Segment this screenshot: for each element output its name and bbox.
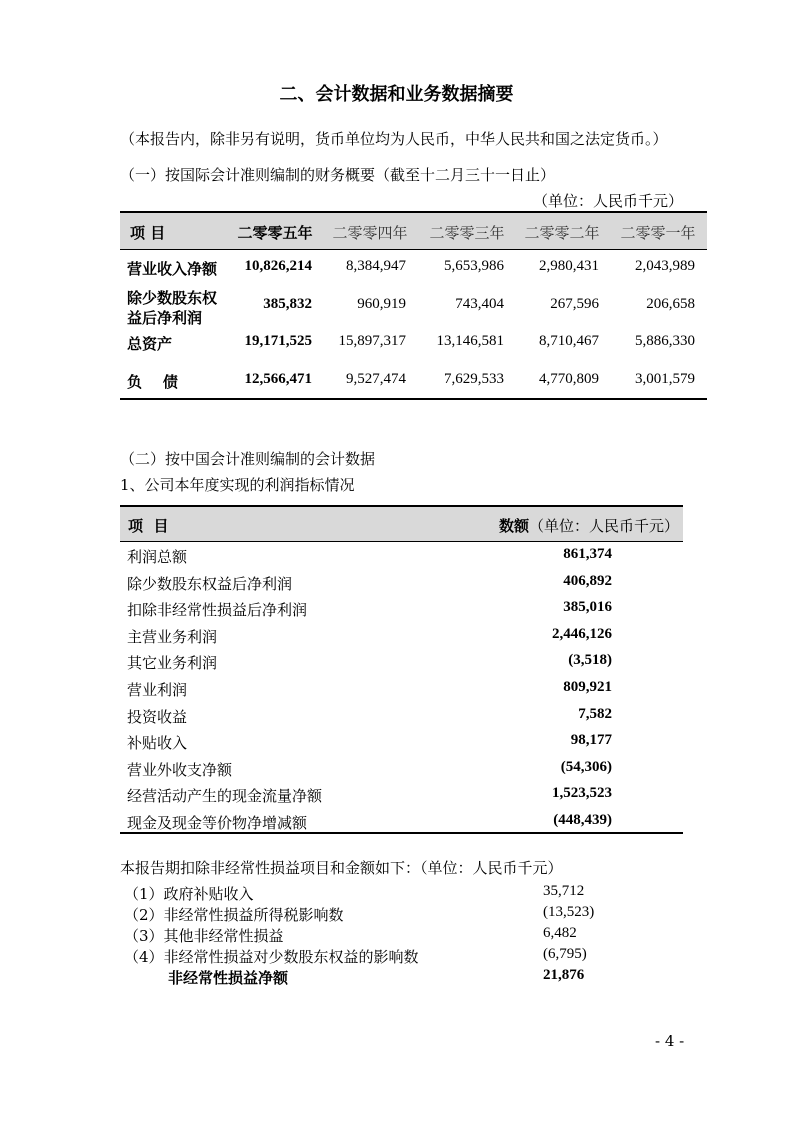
row-label: 其它业务利润 bbox=[127, 654, 218, 673]
row-value: (3,518) bbox=[568, 652, 612, 669]
table1-header-2002: 二零零二年 bbox=[524, 224, 600, 242]
non-recurring-total-value: 21,876 bbox=[543, 967, 585, 983]
table1-header-2003: 二零零三年 bbox=[429, 224, 505, 242]
item-value: 35,712 bbox=[543, 883, 585, 899]
currency-note: （本报告内，除非另有说明，货币单位均为人民币，中华人民共和国之法定货币。） bbox=[120, 130, 668, 148]
row-label: 负 债 bbox=[127, 373, 178, 391]
row-label: 总资产 bbox=[127, 335, 173, 353]
row-value: 7,582 bbox=[578, 705, 612, 722]
item-value: (6,795) bbox=[543, 946, 587, 962]
value-2001: 5,886,330 bbox=[635, 333, 695, 349]
value-2001: 3,001,579 bbox=[635, 371, 695, 387]
section1-unit: （单位：人民币千元） bbox=[533, 192, 684, 210]
item-label: （3）其他非经常性损益 bbox=[124, 927, 284, 945]
row-label: 扣除非经常性损益后净利润 bbox=[127, 601, 308, 620]
value-2005: 385,832 bbox=[263, 296, 312, 312]
value-2003: 13,146,581 bbox=[436, 333, 504, 349]
table1-header-item: 项 目 bbox=[130, 224, 166, 242]
row-label: 主营业务利润 bbox=[127, 627, 218, 646]
table1-header-2004: 二零零四年 bbox=[332, 224, 408, 242]
row-label: 营业利润 bbox=[127, 681, 188, 699]
non-recurring-total-label: 非经常性损益净额 bbox=[168, 969, 289, 987]
row-value: 861,374 bbox=[563, 546, 612, 562]
value-2001: 2,043,989 bbox=[635, 258, 695, 274]
value-2002: 8,710,467 bbox=[539, 333, 599, 349]
row-label: 除少数股东权益后净利润 bbox=[127, 574, 293, 593]
value-2003: 7,629,533 bbox=[444, 371, 504, 387]
row-value: 2,446,126 bbox=[552, 625, 612, 642]
row-value: 1,523,523 bbox=[552, 785, 612, 802]
item-label: （4）非经常性损益对少数股东权益的影响数 bbox=[124, 948, 419, 966]
item-label: （2）非经常性损益所得税影响数 bbox=[124, 906, 344, 924]
row-label: 营业收入净额 bbox=[127, 260, 218, 278]
header-unit: （单位：人民币千元） bbox=[529, 517, 680, 535]
row-label: 现金及现金等价物净增减额 bbox=[127, 814, 308, 832]
page-number: - 4 - bbox=[655, 1032, 685, 1050]
value-2004: 8,384,947 bbox=[346, 258, 406, 274]
row-label: 除少数股东权 bbox=[127, 289, 218, 307]
value-2005: 12,566,471 bbox=[244, 371, 312, 387]
row-value: 98,177 bbox=[570, 732, 612, 749]
item-value: 6,482 bbox=[543, 925, 577, 941]
value-2005: 19,171,525 bbox=[244, 333, 312, 349]
row-label: 经营活动产生的现金流量净额 bbox=[127, 787, 323, 806]
value-2002: 4,770,809 bbox=[539, 371, 599, 387]
row-label: 补贴收入 bbox=[127, 734, 188, 753]
value-2001: 206,658 bbox=[646, 296, 695, 312]
value-2002: 267,596 bbox=[550, 296, 599, 312]
item-value: (13,523) bbox=[543, 904, 595, 920]
section2-subheading: 1、公司本年度实现的利润指标情况 bbox=[120, 476, 355, 494]
row-label: 投资收益 bbox=[127, 707, 188, 726]
row-value: 406,892 bbox=[563, 572, 612, 589]
table1-header-2001: 二零零一年 bbox=[620, 224, 696, 242]
header-value-label: 数额 bbox=[499, 517, 530, 535]
row-label: 营业外收支净额 bbox=[127, 760, 233, 779]
section3-heading: 本报告期扣除非经常性损益项目和金额如下：（单位：人民币千元） bbox=[120, 859, 563, 877]
table2-header-item: 项 目 bbox=[128, 517, 169, 535]
value-2002: 2,980,431 bbox=[539, 258, 599, 274]
item-label: （1）政府补贴收入 bbox=[124, 885, 254, 903]
table2-header-value bbox=[499, 515, 679, 536]
row-value: 385,016 bbox=[563, 599, 612, 616]
value-2003: 743,404 bbox=[455, 296, 504, 312]
row-value: (448,439) bbox=[553, 812, 612, 828]
value-2005: 10,826,214 bbox=[244, 258, 312, 274]
row-label-line2: 益后净利润 bbox=[127, 309, 203, 327]
value-2004: 15,897,317 bbox=[338, 333, 406, 349]
page-title: 二、会计数据和业务数据摘要 bbox=[279, 84, 514, 105]
row-value: 809,921 bbox=[563, 679, 612, 695]
section2-heading: （二）按中国会计准则编制的会计数据 bbox=[120, 450, 376, 468]
value-2004: 9,527,474 bbox=[346, 371, 406, 387]
row-label: 利润总额 bbox=[127, 548, 188, 566]
value-2004: 960,919 bbox=[357, 296, 406, 312]
value-2003: 5,653,986 bbox=[444, 258, 504, 274]
section1-heading: （一）按国际会计准则编制的财务概要（截至十二月三十一日止） bbox=[120, 166, 556, 184]
row-value: (54,306) bbox=[560, 758, 612, 775]
table1-header-2005: 二零零五年 bbox=[237, 224, 313, 242]
